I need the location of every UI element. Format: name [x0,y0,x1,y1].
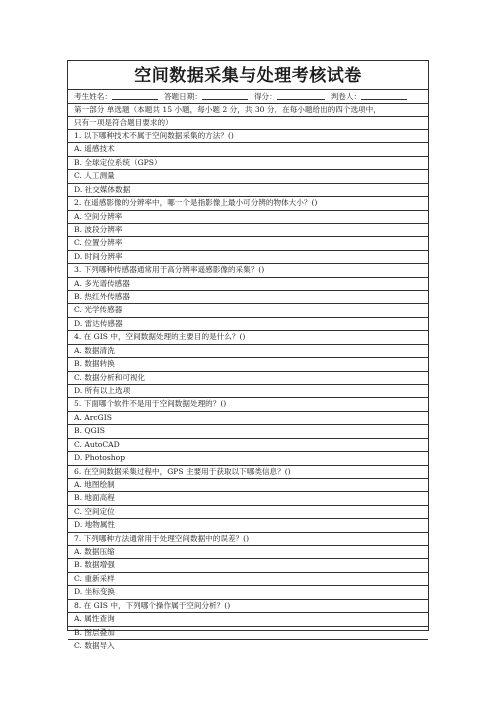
answer-option: C. 数据导入 [74,640,115,650]
answer-option: C. 人工测量 [74,171,115,181]
section-heading-line-1: 第一部分 单选题（本题共 15 小题，每小题 2 分，共 30 分．在每小题给出的四个选项中， [74,105,381,114]
answer-option: C. AutoCAD [74,439,120,449]
question-stem: 3. 下列哪种传感器通常用于高分辨率遥感影像的采集？() [74,265,265,275]
answer-option: A. 多光谱传感器 [74,278,130,288]
answer-option: D. 时间分辨率 [74,251,123,261]
answer-option: B. 全球定位系统（GPS） [74,157,162,167]
answer-option: A. 属性查询 [74,614,115,624]
answer-option: A. ArcGIS [74,412,112,422]
answer-option: B. 波段分辨率 [74,224,123,234]
section-heading-line-2: 只有一项是符合题目要求的） [74,118,173,127]
answer-option: C. 位置分辨率 [74,238,123,248]
grader-label: 判卷人： [330,92,362,101]
answer-option: C. 数据分析和可视化 [74,372,146,382]
answer-option: D. 地物属性 [74,520,116,530]
answer-option: B. 地面高程 [74,493,115,503]
answer-option: B. 热红外传感器 [74,292,130,302]
name-blank [112,91,158,100]
question-stem: 4. 在 GIS 中，空间数据处理的主要目的是什么？() [74,332,246,342]
answer-option: B. 数据增强 [74,560,115,570]
answer-option: C. 重新采样 [74,573,115,583]
question-stem: 8. 在 GIS 中，下列哪个操作属于空间分析？() [74,600,231,610]
answer-option: A. 数据清洗 [74,345,115,355]
answer-option: C. 光学传感器 [74,305,123,315]
answer-option: D. Photoshop [74,453,126,463]
answer-option: D. 坐标变换 [74,587,116,597]
question-stem: 7. 下列哪种方法通常用于处理空间数据中的误差？() [74,533,250,543]
answer-option: B. QGIS [74,426,105,436]
answer-option: A. 遥感技术 [74,144,115,154]
question-stem: 1. 以下哪种技术不属于空间数据采集的方法？() [74,131,234,140]
score-label: 得分： [253,92,277,101]
question-stem: 6. 在空间数据采集过程中，GPS 主要用于获取以下哪类信息？() [74,466,291,476]
exam-page-frame [67,60,429,650]
answer-option: D. 社交媒体数据 [74,184,131,194]
answer-option: C. 空间定位 [74,506,115,516]
answer-option: D. 所有以上选项 [74,385,131,395]
name-label: 考生姓名： [74,92,112,101]
score-blank [277,91,325,100]
question-stem: 2. 在遥感影像的分辨率中，哪一个是指影像上最小可分辨的物体大小？() [74,198,318,208]
question-stem: 5. 下面哪个软件不是用于空间数据处理的？() [74,399,227,409]
answer-option: A. 地图绘制 [74,479,115,489]
answer-option: A. 数据压缩 [74,547,115,557]
exam-title: 空间数据采集与处理考核试卷 [134,66,362,86]
candidate-info-row [74,90,424,103]
answer-option: B. 图层叠加 [74,627,115,637]
date-label: 答题日期： [163,92,202,101]
date-blank [202,91,248,100]
answer-option: B. 数据转换 [74,359,115,369]
grader-blank [361,91,407,100]
answer-option: D. 雷达传感器 [74,318,123,328]
answer-option: A. 空间分辨率 [74,211,123,221]
